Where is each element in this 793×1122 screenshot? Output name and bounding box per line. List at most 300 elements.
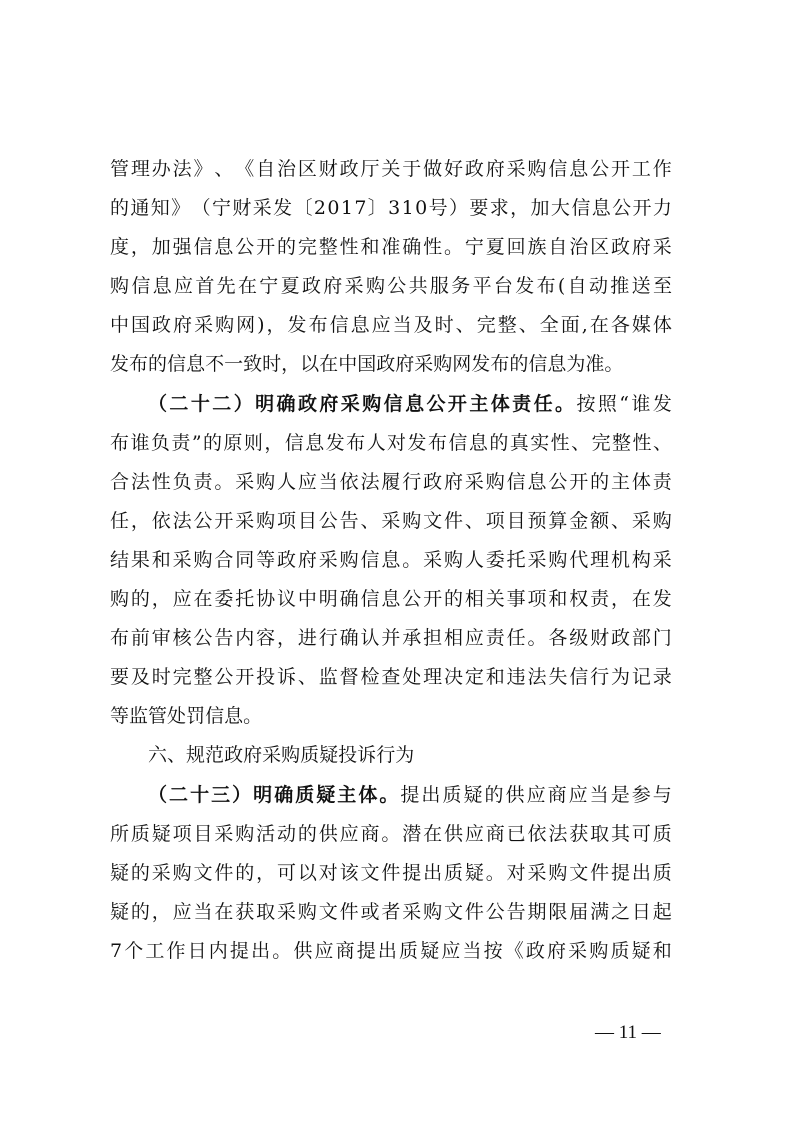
- text-char: 处: [402, 666, 422, 689]
- text-char: 当: [589, 783, 609, 806]
- text-char: 府: [297, 548, 317, 571]
- text-char: 政: [277, 548, 297, 571]
- text-char: 等: [256, 548, 276, 571]
- text-char: 信: [167, 353, 187, 376]
- text-char: 应: [526, 783, 546, 806]
- bold-char: ）: [232, 783, 252, 806]
- text-char: 该: [339, 861, 359, 884]
- text-char: 出: [423, 861, 443, 884]
- text-char: 采: [527, 861, 547, 884]
- text-char: 采: [235, 509, 255, 532]
- text-char: 告: [339, 509, 359, 532]
- text-char: 购: [256, 470, 276, 493]
- text-char: 机: [611, 548, 631, 571]
- text-char: 购: [215, 314, 235, 337]
- text-char: ，: [266, 314, 286, 337]
- text-char: 媒: [631, 314, 651, 337]
- bold-char: 明: [253, 783, 273, 806]
- text-char: 明: [318, 588, 338, 611]
- text-char: ，: [510, 197, 530, 220]
- text-char: 依: [339, 470, 359, 493]
- text-char: 准: [381, 236, 401, 259]
- text-char: 强: [172, 236, 192, 259]
- text-char: 购: [402, 509, 422, 532]
- text-char: 内: [208, 939, 228, 962]
- text-line: [110, 541, 672, 580]
- text-char: 信: [284, 431, 304, 454]
- text-char: 决: [444, 666, 464, 689]
- text-char: 自: [256, 158, 276, 180]
- text-char: 《: [235, 158, 255, 180]
- text-char: 代: [569, 548, 589, 571]
- text-char: 文: [360, 861, 380, 884]
- text-char: 息: [224, 705, 244, 728]
- text-char: 府: [547, 939, 567, 962]
- text-char: 提: [402, 861, 422, 884]
- text-char: 查: [381, 666, 401, 689]
- text-char: 提: [229, 939, 249, 962]
- text-char: 疑: [463, 783, 483, 806]
- text-char: 息: [547, 353, 567, 376]
- text-char: 定: [464, 666, 484, 689]
- text-char: 法: [172, 509, 192, 532]
- text-char: 谁: [130, 431, 150, 454]
- text-char: 理: [130, 158, 150, 180]
- text-char: 提: [400, 783, 420, 806]
- bold-char: 府: [319, 392, 339, 415]
- text-char: 照: [597, 392, 617, 415]
- text-line: [110, 463, 672, 502]
- text-char: 务: [451, 275, 471, 298]
- text-char: 真: [509, 431, 529, 454]
- text-char: 3: [388, 197, 401, 220]
- text-char: 布: [110, 431, 130, 454]
- text-char: 中: [297, 588, 317, 611]
- text-char: 政: [301, 275, 321, 298]
- text-char: 信: [506, 470, 526, 493]
- text-char: 治: [569, 236, 589, 259]
- text-char: 、: [360, 509, 380, 532]
- text-char: 区: [297, 158, 317, 180]
- text-char: 厅: [360, 158, 380, 180]
- text-char: 失: [548, 666, 568, 689]
- text-char: 布: [427, 431, 447, 454]
- text-char: 当: [462, 939, 482, 962]
- text-char: 议: [277, 588, 297, 611]
- text-char: 采: [172, 548, 192, 571]
- text-char: 布: [129, 353, 149, 376]
- text-char: 公: [402, 588, 422, 611]
- section-heading: [110, 736, 672, 775]
- text-char: 。: [272, 939, 292, 962]
- text-char: 记: [631, 666, 651, 689]
- text-char: 在: [237, 275, 257, 298]
- text-char: 是: [610, 783, 630, 806]
- text-char: 自: [567, 275, 587, 298]
- text-char: 督: [339, 666, 359, 689]
- text-char: 信: [548, 158, 568, 180]
- text-char: 息: [350, 314, 370, 337]
- text-char: 的: [444, 588, 464, 611]
- text-char: 购: [652, 509, 672, 532]
- text-char: 采: [423, 548, 443, 571]
- text-char: 购: [589, 939, 609, 962]
- text-char: 政: [525, 939, 545, 962]
- text-char: 范: [205, 744, 225, 767]
- text-char: 性: [550, 431, 570, 454]
- text-char: 应: [172, 588, 192, 611]
- text-char: 与: [652, 783, 672, 806]
- text-char: 加: [530, 197, 550, 220]
- text-char: 作: [652, 158, 672, 180]
- text-char: 区: [590, 236, 610, 259]
- text-char: 整: [193, 666, 213, 689]
- text-char: 、: [455, 314, 475, 337]
- text-char: 相: [464, 588, 484, 611]
- text-line: [110, 306, 672, 345]
- text-char: 度: [110, 236, 130, 259]
- text-char: 件: [381, 861, 401, 884]
- text-char: 作: [166, 939, 186, 962]
- text-char: 知: [150, 197, 170, 220]
- text-char: 办: [151, 158, 171, 180]
- text-char: 发: [110, 353, 130, 376]
- text-char: 商: [335, 939, 355, 962]
- text-char: 宁: [211, 197, 231, 220]
- text-char: 不: [205, 353, 225, 376]
- text-char: 届: [569, 900, 589, 923]
- text-char: 依: [151, 509, 171, 532]
- text-char: 和: [151, 548, 171, 571]
- text-char: 公: [214, 666, 234, 689]
- text-char: 应: [441, 939, 461, 962]
- text-char: 1: [401, 197, 414, 220]
- text-char: 构: [631, 548, 651, 571]
- text-char: 开: [423, 588, 443, 611]
- text-char: 责: [193, 470, 213, 493]
- text-char: 当: [392, 314, 412, 337]
- text-char: 时: [434, 314, 454, 337]
- text-char: 信: [131, 275, 151, 298]
- text-char: 动: [588, 275, 608, 298]
- text-char: 动: [277, 822, 297, 845]
- text-char: 项: [485, 509, 505, 532]
- bold-char: ）: [233, 392, 253, 415]
- text-char: （: [191, 197, 211, 220]
- text-char: 购: [444, 548, 464, 571]
- text-char: 在: [319, 353, 339, 376]
- text-char: 对: [506, 861, 526, 884]
- bold-char: 确: [276, 392, 296, 415]
- text-char: 采: [527, 548, 547, 571]
- text-char: 开: [214, 509, 234, 532]
- text-char: 质: [442, 783, 462, 806]
- text-char: 采: [381, 509, 401, 532]
- text-char: 认: [360, 627, 380, 650]
- text-char: 潜: [402, 822, 422, 845]
- text-char: 一: [224, 353, 244, 376]
- text-char: 求: [489, 197, 509, 220]
- text-char: 商: [547, 783, 567, 806]
- text-char: 应: [371, 314, 391, 337]
- text-char: 采: [252, 197, 272, 220]
- text-char: 责: [652, 470, 672, 493]
- text-char: 项: [527, 588, 547, 611]
- text-char: 购: [485, 470, 505, 493]
- text-char: 行: [376, 744, 396, 767]
- text-char: ,: [581, 314, 588, 337]
- text-char: 疑: [464, 861, 484, 884]
- text-char: 个: [124, 939, 144, 962]
- text-char: 布: [308, 314, 328, 337]
- text-char: 完: [476, 314, 496, 337]
- text-char: 《: [504, 939, 524, 962]
- text-char: 完: [172, 666, 192, 689]
- text-char: 公: [612, 197, 632, 220]
- text-char: 购: [110, 588, 130, 611]
- text-char: 工: [145, 939, 165, 962]
- text-char: 、: [464, 509, 484, 532]
- text-char: 的: [202, 431, 222, 454]
- text-char: 果: [130, 548, 150, 571]
- text-char: 整: [318, 236, 338, 259]
- text-char: 息: [527, 470, 547, 493]
- text-char: 府: [243, 744, 263, 767]
- text-char: 管: [148, 705, 168, 728]
- text-char: 。: [604, 353, 624, 376]
- text-char: 公: [318, 509, 338, 532]
- text-char: 对: [318, 861, 338, 884]
- text-char: 投: [338, 744, 358, 767]
- bold-char: 三: [211, 783, 231, 806]
- text-char: 信: [528, 353, 548, 376]
- text-line: [110, 815, 672, 854]
- text-char: 公: [387, 275, 407, 298]
- text-char: 发: [515, 275, 535, 298]
- text-char: 行: [402, 470, 422, 493]
- text-char: 。: [214, 470, 234, 493]
- text-char: 购: [281, 744, 301, 767]
- text-char: 主: [611, 470, 631, 493]
- text-char: 购: [365, 275, 385, 298]
- text-char: 0: [415, 197, 428, 220]
- text-char: ，: [151, 900, 171, 923]
- text-char: 质: [652, 861, 672, 884]
- text-char: 之: [611, 900, 631, 923]
- text-char: 信: [360, 588, 380, 611]
- text-char: 、: [611, 509, 631, 532]
- text-char: 政: [152, 314, 172, 337]
- text-char: 管: [110, 158, 130, 180]
- text-char: 相: [444, 627, 464, 650]
- text-char: 、: [652, 431, 672, 454]
- text-char: ，: [130, 236, 150, 259]
- text-char: 先: [216, 275, 236, 298]
- text-char: 日: [187, 939, 207, 962]
- text-line: [110, 776, 672, 815]
- text-char: 当: [193, 900, 213, 923]
- bold-char: 十: [190, 392, 210, 415]
- bold-char: 质: [295, 783, 315, 806]
- text-char: 工: [631, 158, 651, 180]
- text-char: 负: [150, 431, 170, 454]
- text-char: 容: [256, 627, 276, 650]
- text-char: 监: [318, 666, 338, 689]
- text-char: 购: [339, 548, 359, 571]
- text-char: 委: [485, 548, 505, 571]
- text-char: ”: [191, 431, 202, 454]
- text-char: 进: [297, 627, 317, 650]
- text-char: (: [557, 275, 566, 298]
- text-char: 好: [444, 158, 464, 180]
- text-char: 加: [151, 236, 171, 259]
- text-char: 级: [569, 627, 589, 650]
- text-char: 法: [172, 158, 192, 180]
- text-char: 》: [171, 197, 191, 220]
- text-char: 责: [590, 588, 610, 611]
- text-char: 整: [497, 314, 517, 337]
- text-char: 公: [235, 236, 255, 259]
- text-char: 托: [506, 548, 526, 571]
- text-char: 全: [539, 314, 559, 337]
- text-char: 出: [631, 861, 651, 884]
- text-char: 族: [527, 236, 547, 259]
- text-char: 。: [444, 236, 464, 259]
- text-char: 采: [262, 744, 282, 767]
- text-char: 件: [339, 900, 359, 923]
- text-char: 文: [318, 900, 338, 923]
- text-char: 规: [186, 744, 206, 767]
- text-char: 于: [402, 158, 422, 180]
- text-char: 〕: [367, 197, 387, 220]
- text-char: 文: [423, 509, 443, 532]
- text-char: ，: [277, 627, 297, 650]
- bold-char: 二: [212, 392, 232, 415]
- text-char: 按: [483, 939, 503, 962]
- text-char: 告: [214, 627, 234, 650]
- text-char: 确: [339, 627, 359, 650]
- text-line: [110, 150, 672, 189]
- text-char: 自: [548, 236, 568, 259]
- text-char: 的: [130, 588, 150, 611]
- text-char: 布: [346, 431, 366, 454]
- bold-char: 确: [274, 783, 294, 806]
- text-char: 采: [214, 822, 234, 845]
- text-char: 疑: [631, 939, 651, 962]
- text-char: 网: [236, 314, 256, 337]
- text-char: 购: [193, 548, 213, 571]
- text-char: 其: [611, 822, 631, 845]
- text-char: 各: [610, 314, 630, 337]
- text-char: 金: [569, 509, 589, 532]
- text-char: 供: [318, 822, 338, 845]
- text-line: [110, 854, 672, 893]
- text-char: 开: [569, 470, 589, 493]
- text-char: 六: [148, 744, 168, 767]
- text-char: 性: [423, 236, 443, 259]
- text-char: 结: [110, 548, 130, 571]
- bold-char: 二: [169, 783, 189, 806]
- bold-char: 。: [379, 783, 399, 806]
- text-char: 息: [305, 431, 325, 454]
- bold-char: 开: [447, 392, 467, 415]
- text-char: 发: [471, 353, 491, 376]
- text-char: 网: [452, 353, 472, 376]
- text-char: 商: [485, 822, 505, 845]
- text-char: 核: [172, 627, 192, 650]
- text-char: 所: [110, 822, 130, 845]
- text-char: 负: [172, 470, 192, 493]
- text-char: 关: [381, 158, 401, 180]
- text-char: 者: [381, 900, 401, 923]
- text-char: 各: [548, 627, 568, 650]
- text-char: 信: [569, 666, 589, 689]
- text-char: 信: [360, 548, 380, 571]
- text-char: 府: [323, 275, 343, 298]
- text-char: 发: [325, 431, 345, 454]
- text-char: 、: [297, 666, 317, 689]
- text-char: 体: [631, 470, 651, 493]
- text-line: [110, 658, 672, 697]
- text-char: 政: [339, 158, 359, 180]
- text-char: 宁: [259, 275, 279, 298]
- text-char: 文: [193, 861, 213, 884]
- text-char: 购: [256, 509, 276, 532]
- text-char: 府: [173, 314, 193, 337]
- text-char: 检: [360, 666, 380, 689]
- text-line: [110, 228, 672, 267]
- text-char: 要: [469, 197, 489, 220]
- text-char: 同: [235, 548, 255, 571]
- text-char: 监: [129, 705, 149, 728]
- text-char: 公: [590, 158, 610, 180]
- text-char: 确: [339, 588, 359, 611]
- text-char: 责: [171, 431, 191, 454]
- text-char: 采: [194, 314, 214, 337]
- text-char: 采: [652, 548, 672, 571]
- text-char: 人: [277, 470, 297, 493]
- text-char: 任: [506, 627, 526, 650]
- text-char: 任: [110, 509, 130, 532]
- text-char: 质: [652, 822, 672, 845]
- text-char: 购: [235, 822, 255, 845]
- text-char: 。: [485, 861, 505, 884]
- text-char: 和: [548, 588, 568, 611]
- text-char: 息: [214, 236, 234, 259]
- text-char: 0: [327, 197, 340, 220]
- text-char: 息: [381, 548, 401, 571]
- text-char: 开: [632, 197, 652, 220]
- text-char: 审: [151, 627, 171, 650]
- text-char: 的: [235, 861, 255, 884]
- text-char: 为: [395, 744, 415, 767]
- text-char: 投: [256, 666, 276, 689]
- text-char: 可: [277, 861, 297, 884]
- text-char: 的: [277, 236, 297, 259]
- text-char: 人: [464, 548, 484, 571]
- text-char: 。: [402, 548, 422, 571]
- bold-char: 体: [490, 392, 510, 415]
- text-char: 息: [569, 158, 589, 180]
- text-char: 协: [256, 588, 276, 611]
- text-char: 出: [421, 783, 441, 806]
- text-char: ，: [281, 353, 301, 376]
- bold-char: 。: [555, 392, 575, 415]
- text-char: 、: [571, 431, 591, 454]
- text-char: 政: [224, 744, 244, 767]
- text-line: [110, 385, 672, 424]
- text-char: 夏: [280, 275, 300, 298]
